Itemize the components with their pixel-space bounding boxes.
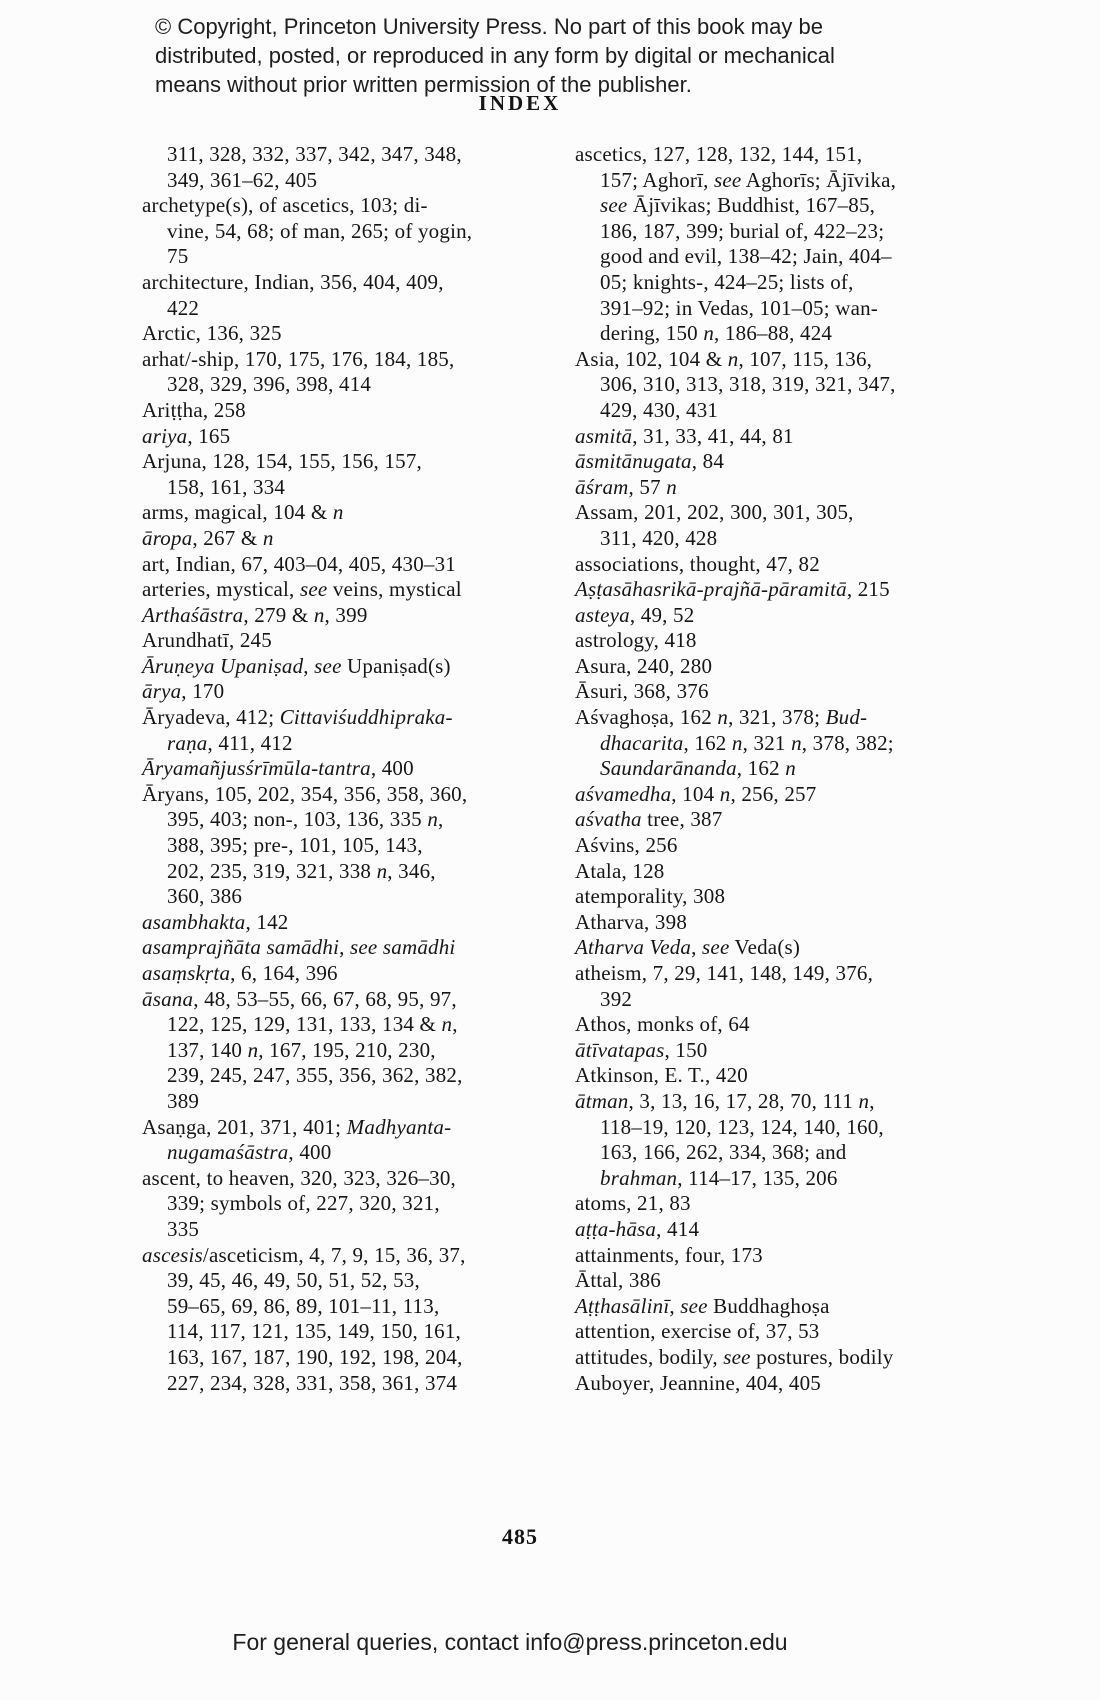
text-run: associations, thought, 47, 82 — [575, 551, 820, 576]
text-run: , 186–88, 424 — [714, 321, 833, 346]
italic-text-run: n — [262, 525, 274, 550]
italic-text-run: Aṭṭhasālinī — [575, 1293, 670, 1318]
text-run: architecture, Indian, 356, 404, 409, — [142, 269, 444, 294]
text-line — [142, 756, 532, 782]
text-run: Asura, 240, 280 — [575, 653, 713, 678]
italic-text-run: n — [858, 1088, 870, 1113]
text-line — [575, 807, 965, 833]
text-run: veins, mystical — [327, 577, 462, 602]
text-line — [142, 449, 532, 475]
text-run: , 167, 195, 210, 230, — [258, 1037, 436, 1062]
text-line — [575, 1115, 965, 1141]
italic-text-run: asamprajñāta samādhi — [142, 935, 340, 960]
text-line — [575, 1345, 965, 1371]
italic-text-run: Saundarānanda — [600, 756, 737, 781]
text-run: 306, 310, 313, 318, 319, 321, 347, — [600, 372, 896, 397]
text-line — [575, 603, 965, 629]
italic-text-run: brahman — [600, 1165, 678, 1190]
text-line — [575, 1063, 965, 1089]
text-run: distributed, posted, or reproduced in any form by digital or mechanical — [155, 43, 835, 68]
text-line — [142, 987, 532, 1013]
italic-text-run: n — [427, 807, 439, 832]
italic-text-run: ascesis — [142, 1242, 203, 1267]
text-line — [142, 833, 532, 859]
text-run: 349, 361–62, 405 — [167, 167, 318, 192]
text-run: good and evil, 138–42; Jain, 404– — [600, 244, 892, 269]
text-line — [575, 1166, 965, 1192]
italic-text-run: Aṣṭasāhasrikā-prajñā-pāramitā — [575, 577, 847, 602]
index-column-right — [575, 142, 965, 1396]
text-run: vine, 54, 68; of man, 265; of yogin, — [167, 218, 473, 243]
text-run: Āryans, 105, 202, 354, 356, 358, 360, — [142, 781, 468, 806]
text-line — [142, 628, 532, 654]
text-run: , 346, — [387, 858, 436, 883]
italic-text-run: āsana — [142, 986, 194, 1011]
italic-text-run: see — [714, 167, 742, 192]
italic-text-run: see — [723, 1344, 751, 1369]
text-line — [575, 1294, 965, 1320]
text-line — [142, 1038, 532, 1064]
footer-contact: For general queries, contact info@press.princeton.edu — [232, 1629, 788, 1655]
text-line — [142, 526, 532, 552]
text-line — [575, 168, 965, 194]
text-line — [575, 526, 965, 552]
text-run: , 57 — [628, 474, 667, 499]
text-run: 163, 166, 262, 334, 368; and — [600, 1140, 847, 1165]
text-line — [575, 321, 965, 347]
text-line — [142, 577, 532, 603]
page-title: INDEX — [478, 91, 562, 115]
text-line — [575, 449, 965, 475]
text-line — [142, 679, 532, 705]
text-run: , 6, 164, 396 — [230, 961, 338, 985]
text-line — [142, 1268, 532, 1294]
text-run: , 400 — [370, 756, 414, 781]
text-run: 227, 234, 328, 331, 358, 361, 374 — [167, 1370, 458, 1395]
text-line — [575, 1217, 965, 1243]
italic-text-run: Bud- — [825, 705, 868, 730]
italic-text-run: n — [441, 1012, 453, 1037]
text-line — [575, 705, 965, 731]
copyright-notice — [155, 12, 835, 99]
text-line — [142, 603, 532, 629]
text-line — [575, 270, 965, 296]
text-run: 395, 403; non-, 103, 136, 335 — [167, 807, 428, 832]
text-run: Asaṇga, 201, 371, 401; — [142, 1114, 347, 1139]
text-line — [142, 1243, 532, 1269]
italic-text-run: see — [314, 653, 342, 678]
text-run: , 84 — [691, 449, 725, 474]
text-line — [575, 424, 965, 450]
text-run: Arjuna, 128, 154, 155, 156, 157, — [142, 449, 422, 474]
text-line — [575, 142, 965, 168]
italic-text-run: Cittaviśuddhipraka- — [279, 705, 453, 730]
text-line — [142, 1140, 532, 1166]
text-line — [575, 398, 965, 424]
text-run: , 150 — [664, 1037, 708, 1062]
text-run: 429, 430, 431 — [600, 397, 719, 422]
text-run: , 400 — [288, 1140, 332, 1165]
text-run: ascent, to heaven, 320, 323, 326–30, — [142, 1165, 456, 1190]
text-line — [142, 731, 532, 757]
text-run: , 256, 257 — [730, 781, 817, 806]
italic-text-run: āropa — [142, 525, 193, 550]
text-run: Upaniṣad(s) — [341, 653, 451, 678]
italic-text-run: aśvatha — [575, 807, 642, 832]
italic-text-run: dhacarita — [600, 730, 684, 755]
text-line — [142, 219, 532, 245]
text-run: , 162 — [736, 756, 786, 781]
text-line — [575, 654, 965, 680]
text-line — [575, 552, 965, 578]
text-line — [142, 1115, 532, 1141]
text-line — [575, 244, 965, 270]
text-line — [142, 347, 532, 373]
italic-text-run: n — [332, 500, 344, 525]
italic-text-run: Āryamañjusśrīmūla-tantra — [142, 756, 371, 781]
italic-text-run: n — [785, 756, 796, 781]
text-line — [155, 12, 835, 41]
text-run: 158, 161, 334 — [167, 474, 286, 499]
text-line — [575, 475, 965, 501]
text-run: , 49, 52 — [629, 602, 695, 627]
italic-text-run: aśvamedha — [575, 781, 672, 806]
text-line — [142, 1166, 532, 1192]
text-line — [575, 987, 965, 1013]
text-line — [575, 1243, 965, 1269]
text-line — [142, 321, 532, 347]
text-run: Āttal, 386 — [575, 1268, 661, 1293]
text-run: , 3, 13, 16, 17, 28, 70, 111 — [628, 1088, 859, 1113]
text-run: , 411, 412 — [207, 730, 293, 755]
text-line — [142, 807, 532, 833]
text-run: , 162 — [683, 730, 732, 755]
text-run: , 170 — [181, 679, 225, 704]
text-run: 388, 395; pre-, 101, 105, 143, — [167, 833, 423, 858]
text-run: 311, 420, 428 — [600, 525, 718, 550]
text-run: 186, 187, 399; burial of, 422–23; — [600, 218, 885, 243]
text-line — [142, 142, 532, 168]
text-line — [575, 884, 965, 910]
text-line — [575, 679, 965, 705]
text-run: postures, bodily — [750, 1344, 894, 1369]
text-run: Athos, monks of, 64 — [575, 1012, 750, 1037]
text-run: arteries, mystical, — [142, 577, 300, 602]
italic-text-run: āsmitānugata — [575, 449, 692, 474]
italic-text-run: asmitā — [575, 423, 633, 448]
text-run: /asceticism, 4, 7, 9, 15, 36, 37, — [202, 1242, 466, 1267]
italic-text-run: aṭṭa-hāsa — [575, 1216, 657, 1241]
text-run: , — [303, 653, 315, 678]
text-run: Ariṭṭha, 258 — [142, 397, 246, 422]
text-line — [142, 424, 532, 450]
text-run: , 215 — [846, 577, 890, 602]
text-run: atoms, 21, 83 — [575, 1191, 691, 1216]
text-run: , 279 & — [243, 602, 314, 627]
text-run: 392 — [600, 986, 633, 1011]
text-run: Veda(s) — [729, 935, 801, 960]
text-run: 202, 235, 319, 321, 338 — [167, 858, 377, 883]
text-line — [142, 705, 532, 731]
text-run: 05; knights-, 424–25; lists of, — [600, 269, 854, 294]
text-run: 118–19, 120, 123, 124, 140, 160, — [600, 1114, 884, 1139]
page-number: 485 — [502, 1524, 538, 1549]
text-line — [575, 1191, 965, 1217]
text-run: , 321, 378; — [728, 705, 826, 730]
text-line — [142, 500, 532, 526]
text-line — [575, 1268, 965, 1294]
text-line — [575, 1319, 965, 1345]
text-run: 163, 167, 187, 190, 192, 198, 204, — [167, 1344, 463, 1369]
italic-text-run: see — [350, 935, 378, 960]
text-line — [142, 1294, 532, 1320]
text-line — [142, 961, 532, 987]
italic-text-run: n — [717, 705, 729, 730]
text-line — [575, 910, 965, 936]
text-run: Āryadeva, 412; — [142, 705, 280, 730]
text-line — [575, 296, 965, 322]
italic-text-run: Atharva Veda — [575, 935, 692, 960]
text-line — [142, 296, 532, 322]
italic-text-run: Āruṇeya Upaniṣad — [142, 653, 304, 678]
text-line — [142, 244, 532, 270]
text-line — [142, 1191, 532, 1217]
text-run: Assam, 201, 202, 300, 301, 305, — [575, 500, 854, 525]
italic-text-run: n — [727, 346, 739, 371]
italic-text-run: n — [313, 602, 325, 627]
text-line — [142, 168, 532, 194]
text-run: , 414 — [656, 1216, 700, 1241]
text-line — [575, 219, 965, 245]
text-line — [575, 935, 965, 961]
italic-text-run: nugamaśāstra — [167, 1140, 289, 1165]
text-line — [575, 347, 965, 373]
text-run: , 399 — [324, 602, 368, 627]
text-line — [142, 372, 532, 398]
text-line — [575, 372, 965, 398]
text-run: atemporality, 308 — [575, 884, 726, 909]
text-run: , — [869, 1088, 875, 1113]
text-run: 137, 140 — [167, 1037, 248, 1062]
text-run: , — [452, 1012, 458, 1037]
text-run: Ājīvikas; Buddhist, 167–85, — [627, 193, 876, 218]
text-line — [142, 884, 532, 910]
italic-text-run: n — [731, 730, 743, 755]
text-line — [575, 833, 965, 859]
italic-text-run: ātīvatapas — [575, 1037, 665, 1062]
text-line — [155, 41, 835, 70]
text-run: means without prior written permission of the publisher. — [155, 72, 692, 97]
text-run: attitudes, bodily, — [575, 1344, 724, 1369]
italic-text-run: ariya — [142, 423, 188, 448]
italic-text-run: samādhi — [382, 935, 456, 960]
text-line — [142, 782, 532, 808]
text-run: atheism, 7, 29, 141, 148, 149, 376, — [575, 961, 874, 985]
text-run: 391–92; in Vedas, 101–05; wan- — [600, 295, 879, 320]
text-line — [575, 1038, 965, 1064]
text-run: 75 — [167, 244, 189, 269]
text-run: , 321 — [742, 730, 792, 755]
text-run: attention, exercise of, 37, 53 — [575, 1319, 820, 1344]
text-run: 114, 117, 121, 135, 149, 150, 161, — [167, 1319, 461, 1344]
index-column-left — [142, 142, 532, 1396]
text-run: Auboyer, Jeannine, 404, 405 — [575, 1370, 822, 1395]
text-line — [575, 961, 965, 987]
italic-text-run: asaṃskṛta — [142, 961, 231, 985]
italic-text-run: see — [600, 193, 628, 218]
italic-text-run: Arthaśāstra — [142, 602, 244, 627]
italic-text-run: n — [666, 474, 677, 499]
text-line — [142, 1319, 532, 1345]
text-run: 335 — [167, 1216, 200, 1241]
italic-text-run: n — [719, 781, 731, 806]
text-run: archetype(s), of ascetics, 103; di- — [142, 193, 428, 218]
text-run: © Copyright, Princeton University Press. No part of this book may be — [155, 14, 823, 39]
text-run: 311, 328, 332, 337, 342, 347, 348, — [167, 142, 462, 166]
text-run: 339; symbols of, 227, 320, 321, — [167, 1191, 440, 1216]
text-line — [575, 628, 965, 654]
italic-text-run: ātman — [575, 1088, 629, 1113]
text-run: arms, magical, 104 & — [142, 500, 333, 525]
italic-text-run: see — [680, 1293, 708, 1318]
text-run: 39, 45, 46, 49, 50, 51, 52, 53, — [167, 1268, 420, 1293]
text-line — [575, 577, 965, 603]
text-run: Aghorīs; Ājīvika, — [741, 167, 897, 192]
text-run: dering, 150 — [600, 321, 704, 346]
text-line — [575, 1140, 965, 1166]
text-run: 122, 125, 129, 131, 133, 134 & — [167, 1012, 442, 1037]
text-line — [142, 475, 532, 501]
text-run: Buddhaghoṣa — [707, 1293, 830, 1318]
text-line — [142, 1217, 532, 1243]
text-run: ascetics, 127, 128, 132, 144, 151, — [575, 142, 863, 166]
text-line — [142, 193, 532, 219]
text-run: art, Indian, 67, 403–04, 405, 430–31 — [142, 551, 456, 576]
italic-text-run: asambhakta — [142, 909, 246, 934]
italic-text-run: raṇa — [167, 730, 208, 755]
italic-text-run: n — [247, 1037, 259, 1062]
text-line — [575, 782, 965, 808]
text-run: , 114–17, 135, 206 — [677, 1165, 838, 1190]
text-line — [575, 756, 965, 782]
text-line — [142, 1012, 532, 1038]
text-run: Atharva, 398 — [575, 909, 688, 934]
text-run: 422 — [167, 295, 200, 320]
text-run: arhat/-ship, 170, 175, 176, 184, 185, — [142, 346, 455, 371]
text-line — [142, 910, 532, 936]
text-line — [142, 1063, 532, 1089]
text-run: Aśvaghoṣa, 162 — [575, 705, 718, 730]
text-run: 360, 386 — [167, 884, 243, 909]
text-line — [142, 1371, 532, 1397]
text-line — [142, 1345, 532, 1371]
text-line — [575, 1012, 965, 1038]
italic-text-run: Madhyanta- — [346, 1114, 452, 1139]
text-run: astrology, 418 — [575, 628, 697, 653]
text-line — [575, 731, 965, 757]
text-line — [575, 1089, 965, 1115]
text-line — [142, 1089, 532, 1115]
text-run: Atala, 128 — [575, 858, 665, 883]
text-run: , — [669, 1293, 681, 1318]
text-run: Asia, 102, 104 & — [575, 346, 728, 371]
italic-text-run: n — [376, 858, 388, 883]
text-line — [575, 500, 965, 526]
italic-text-run: āśram — [575, 474, 629, 499]
text-run: , 165 — [187, 423, 231, 448]
text-run: 59–65, 69, 86, 89, 101–11, 113, — [167, 1293, 440, 1318]
italic-text-run: see — [299, 577, 328, 602]
text-run: Arctic, 136, 325 — [142, 321, 282, 346]
text-run: , 378, 382; — [801, 730, 894, 755]
text-run: 157; Aghorī, — [600, 167, 715, 192]
italic-text-run: see — [702, 935, 730, 960]
text-run: Atkinson, E. T., 420 — [575, 1063, 748, 1088]
text-run: , 107, 115, 136, — [738, 346, 873, 371]
text-run: , 48, 53–55, 66, 67, 68, 95, 97, — [193, 986, 457, 1011]
text-line — [142, 552, 532, 578]
text-run: 328, 329, 396, 398, 414 — [167, 372, 372, 397]
text-run: 389 — [167, 1088, 200, 1113]
text-line — [575, 859, 965, 885]
text-run: Aśvins, 256 — [575, 833, 678, 858]
text-run: , — [691, 935, 703, 960]
text-run: Arundhatī, 245 — [142, 628, 272, 653]
text-run: , — [438, 807, 444, 832]
text-run: , 31, 33, 41, 44, 81 — [632, 423, 794, 448]
italic-text-run: n — [703, 321, 715, 346]
text-line — [142, 270, 532, 296]
text-line — [575, 193, 965, 219]
text-line — [142, 859, 532, 885]
text-run: , 142 — [245, 909, 289, 934]
text-line — [142, 935, 532, 961]
text-line — [575, 1371, 965, 1397]
text-run: , 267 & — [192, 525, 263, 550]
italic-text-run: asteya — [575, 602, 630, 627]
text-line — [142, 654, 532, 680]
text-run: , 104 — [671, 781, 720, 806]
italic-text-run: n — [791, 730, 802, 755]
text-line — [142, 398, 532, 424]
text-run: 239, 245, 247, 355, 356, 362, 382, — [167, 1063, 463, 1088]
text-run: attainments, four, 173 — [575, 1242, 763, 1267]
text-run: tree, 387 — [641, 807, 723, 832]
italic-text-run: ārya — [142, 679, 182, 704]
text-run: , — [339, 935, 351, 960]
text-run: Āsuri, 368, 376 — [575, 679, 709, 704]
